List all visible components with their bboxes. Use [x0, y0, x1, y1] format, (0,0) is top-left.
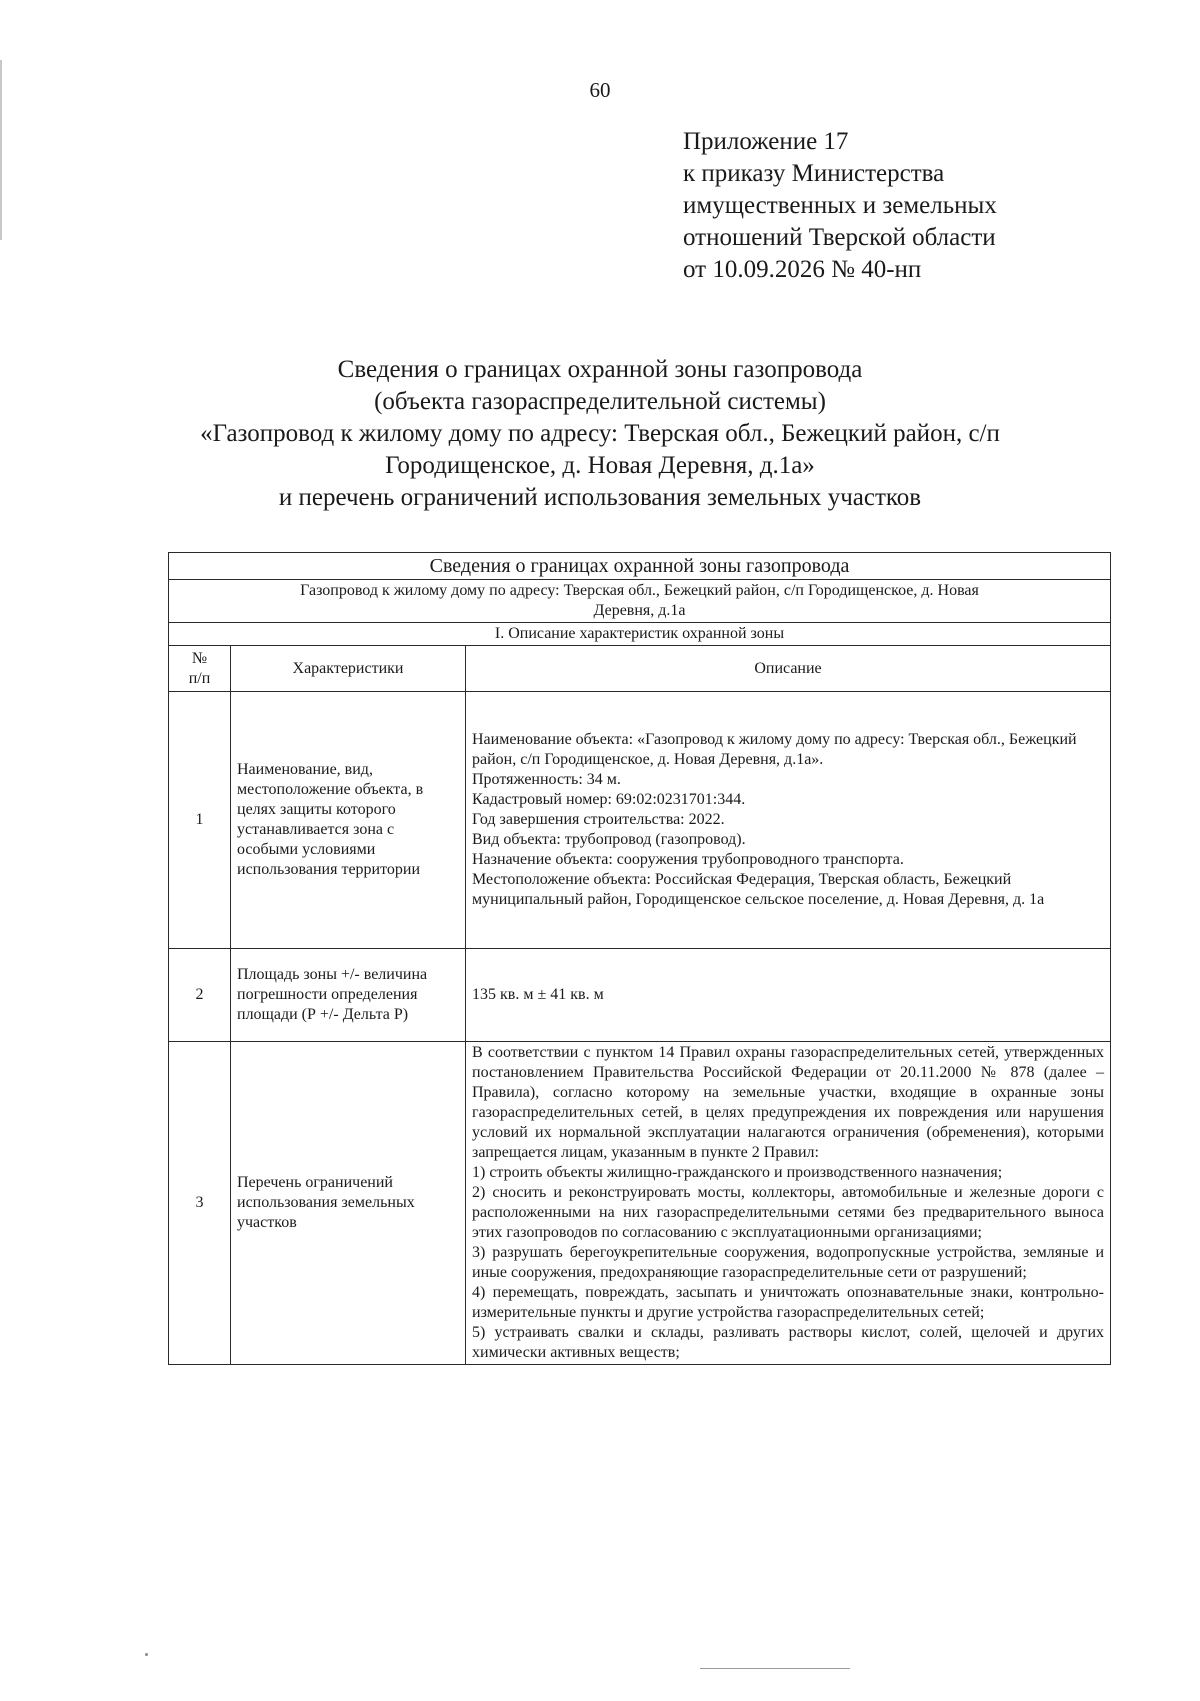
- column-header-characteristics: Характеристики: [231, 646, 466, 692]
- table-header-object-line: Деревня, д.1а: [593, 602, 686, 619]
- appendix-block: [683, 126, 997, 286]
- scan-bottom-line: [700, 1668, 850, 1669]
- description-line: Протяженность: 34 м.: [472, 771, 621, 788]
- column-header-description: Описание: [466, 646, 1111, 692]
- table-header-object-line: Газопровод к жилому дому по адресу: Тверская обл., Бежецкий район, с/п Городищенское, д. Новая: [300, 582, 979, 599]
- description-line: Год завершения строительства: 2022.: [472, 811, 725, 828]
- row-characteristic: Площадь зоны +/- величина погрешности определения площади (Р +/- Дельта Р): [231, 949, 466, 1042]
- table-header-object: [169, 580, 1111, 623]
- table-section-title: I. Описание характеристик охранной зоны: [169, 623, 1111, 646]
- description-line: Вид объекта: трубопровод (газопровод).: [472, 831, 746, 848]
- table-row: [169, 692, 1111, 949]
- column-header-num-line: п/п: [188, 669, 211, 687]
- title-line: Городищенское, д. Новая Деревня, д.1а»: [385, 452, 815, 479]
- description-line: 4) перемещать, повреждать, засыпать и уничтожать опознавательные знаки, контрольно-измерительные пункты и другие устройства газораспределительных сетей;: [472, 1284, 1104, 1321]
- title-line: (объекта газораспределительной системы): [374, 388, 826, 415]
- row-description: [466, 1042, 1111, 1365]
- appendix-line: отношений Тверской области: [683, 224, 996, 251]
- description-line: 3) разрушать берегоукрепительные сооружения, водопропускные устройства, земляные и иные сооружения, предохраняющие газораспределительные сети от разрушений;: [472, 1244, 1104, 1281]
- title-line: «Газопровод к жилому дому по адресу: Тверская обл., Бежецкий район, с/п: [200, 420, 1000, 447]
- description-line: Назначение объекта: сооружения трубопроводного транспорта.: [472, 851, 904, 868]
- table-row: [169, 1042, 1111, 1365]
- description-line: 2) сносить и реконструировать мосты, коллекторы, автомобильные и железные дороги с расположенными на них газораспределительными сетями без предварительного выноса этих газопроводов по согласованию с эксплуатационными организациями;: [472, 1184, 1104, 1241]
- table-row: [169, 949, 1111, 1042]
- appendix-line: от 10.09.2026 № 40-нп: [683, 256, 922, 283]
- description-line: 5) устраивать свалки и склады, разливать растворы кислот, солей, щелочей и других химически активных веществ;: [472, 1324, 1104, 1361]
- table-header-main: Сведения о границах охранной зоны газопровода: [169, 553, 1111, 580]
- row-characteristic: Наименование, вид, местоположение объекта, в целях защиты которого устанавливается зона с особыми условиями использования территории: [231, 692, 466, 949]
- zone-info-table: [168, 552, 1111, 1365]
- row-description: [466, 949, 1111, 1042]
- description-line: Наименование объекта: «Газопровод к жилому дому по адресу: Тверская обл., Бежецкий район, с/п Городищенское, д. Новая Деревня, д.1а».: [472, 731, 1077, 768]
- appendix-line: имущественных и земельных: [683, 192, 997, 219]
- row-characteristic: Перечень ограничений использования земельных участков: [231, 1042, 466, 1365]
- description-line: В соответствии с пунктом 14 Правил охраны газораспределительных сетей, утвержденных постановлением Правительства Российской Федерации от 20.11.2000 № 878 (далее – Правила), согласно которому на земельные участки, входящие в охранные зоны газораспределительных сетей, в целях предупреждения их повреждения или нарушения условий их нормальной эксплуатации налагаются ограничения (обременения), которыми запрещается лицам, указанным в пункте 2 Правил:: [472, 1044, 1104, 1161]
- description-line: 1) строить объекты жилищно-гражданского и производственного назначения;: [472, 1164, 1003, 1181]
- row-description: [466, 692, 1111, 949]
- document-title: [0, 354, 1200, 514]
- description-line: 135 кв. м ± 41 кв. м: [472, 986, 604, 1003]
- scan-dust-mark: [145, 1653, 148, 1656]
- row-number: 1: [169, 692, 231, 949]
- page-number: 60: [589, 78, 611, 102]
- title-line: и перечень ограничений использования земельных участков: [278, 484, 922, 511]
- column-header-num: [169, 646, 231, 692]
- title-line: Сведения о границах охранной зоны газопровода: [337, 356, 863, 383]
- appendix-line: к приказу Министерства: [683, 160, 945, 187]
- description-line: Местоположение объекта: Российская Федерация, Тверская область, Бежецкий муниципальный район, Городищенское сельское поселение, д. Новая Деревня, д. 1а: [472, 871, 1045, 908]
- appendix-line: Приложение 17: [683, 128, 849, 155]
- row-number: 3: [169, 1042, 231, 1365]
- description-line: Кадастровый номер: 69:02:0231701:344.: [472, 791, 746, 808]
- column-header-num-line: №: [191, 649, 208, 667]
- row-number: 2: [169, 949, 231, 1042]
